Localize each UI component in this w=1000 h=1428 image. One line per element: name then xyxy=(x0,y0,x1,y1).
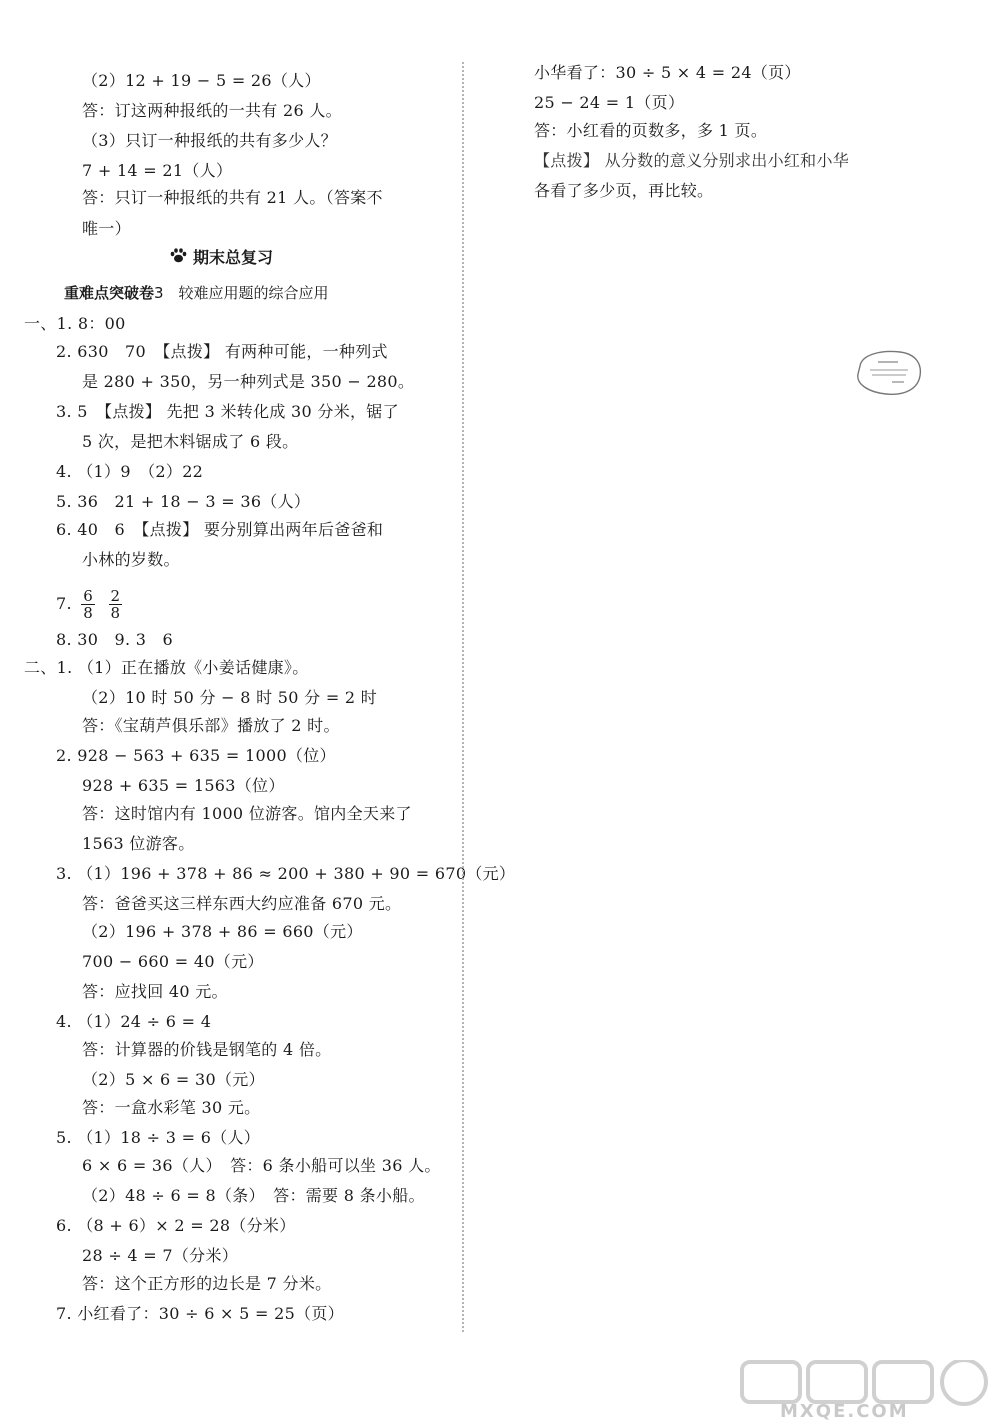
answer-1-6: 6. 40 6 【点拨】 要分别算出两年后爸爸和 xyxy=(56,520,384,539)
answer-2-4-2: （2）5 × 6 = 30（元） xyxy=(82,1070,265,1089)
answer-2-4: 4. （1）24 ÷ 6 = 4 xyxy=(56,1012,212,1031)
answer-1-4: 4. （1）9 （2）22 xyxy=(56,462,204,481)
answer-2-3-2: （2）196 + 378 + 86 = 660（元） xyxy=(82,922,363,941)
answer-1-7-label: 7. xyxy=(56,594,72,613)
line-q3-answer: 答：只订一种报纸的共有 21 人。（答案不 xyxy=(82,188,383,207)
answer-1-2: 2. 630 70 【点拨】 有两种可能，一种列式 xyxy=(56,342,388,361)
fraction-six-eighths: $\frac{6}{8}$ xyxy=(83,587,94,622)
column-divider xyxy=(462,62,464,1332)
stamp-seal xyxy=(852,348,924,398)
answer-2-2-calc: 928 + 635 = 1563（位） xyxy=(82,776,285,795)
answer-2-2-answer: 答：这时馆内有 1000 位游客。馆内全天来了 xyxy=(82,804,412,823)
answer-2-6-answer: 答：这个正方形的边长是 7 分米。 xyxy=(82,1274,332,1293)
answer-1-6-cont: 小林的岁数。 xyxy=(82,550,180,569)
answer-1-1: 一、1. 8：00 xyxy=(24,314,126,333)
answer-1-8-9: 8. 30 9. 3 6 xyxy=(56,630,174,649)
answer-2-5: 5. （1）18 ÷ 3 = 6（人） xyxy=(56,1128,261,1147)
fraction-two-eighths: $\frac{2}{8}$ xyxy=(110,587,121,622)
line-q2-calc: （2）12 + 19 − 5 = 26（人） xyxy=(82,71,321,90)
answer-2-7-answer: 答：小红看的页数多，多 1 页。 xyxy=(534,121,768,140)
answer-2-2-answer-cont: 1563 位游客。 xyxy=(82,834,195,853)
line-q3-calc: 7 + 14 = 21（人） xyxy=(82,161,233,180)
section-heading-text: 期末总复习 xyxy=(193,248,274,267)
answer-2-3: 3. （1）196 + 378 + 86 ≈ 200 + 380 + 90 = 670（元） xyxy=(56,864,516,883)
paw-print-icon xyxy=(170,247,187,269)
answer-2-2: 2. 928 − 563 + 635 = 1000（位） xyxy=(56,746,336,765)
answer-2-7-cont-2: 25 − 24 = 1（页） xyxy=(534,93,685,112)
answer-2-6-calc: 28 ÷ 4 = 7（分米） xyxy=(82,1246,239,1265)
subheading-rest: 3 较难应用题的综合应用 xyxy=(154,284,329,302)
answer-2-5-calc: 6 × 6 = 36（人） 答：6 条小船可以坐 36 人。 xyxy=(82,1156,441,1175)
section-heading xyxy=(170,247,273,269)
paper-subheading xyxy=(64,282,329,304)
answer-1-5: 5. 36 21 + 18 − 3 = 36（人） xyxy=(56,492,311,511)
answer-2-3-calc: 700 − 660 = 40（元） xyxy=(82,952,264,971)
line-q3-answer-cont: 唯一） xyxy=(82,219,131,238)
answer-1-2-cont: 是 280 + 350，另一种列式是 350 − 280。 xyxy=(82,372,415,391)
subheading-bold: 重难点突破卷 xyxy=(64,284,155,302)
answer-2-6: 6. （8 + 6）× 2 = 28（分米） xyxy=(56,1216,296,1235)
answer-2-7-hint-cont: 各看了多少页，再比较。 xyxy=(534,181,714,200)
answer-2-7: 7. 小红看了：30 ÷ 6 × 5 = 25（页） xyxy=(56,1304,344,1323)
answer-2-1-2: （2）10 时 50 分 − 8 时 50 分 = 2 时 xyxy=(82,688,378,707)
line-q3-question: （3）只订一种报纸的共有多少人？ xyxy=(82,131,337,150)
answer-2-1: 二、1. （1）正在播放《小姜话健康》。 xyxy=(24,658,309,677)
answer-2-7-hint: 【点拨】 从分数的意义分别求出小红和小华 xyxy=(534,151,850,170)
answer-2-7-cont-1: 小华看了：30 ÷ 5 × 4 = 24（页） xyxy=(534,63,801,82)
answer-2-4-answer-2: 答：一盒水彩笔 30 元。 xyxy=(82,1098,261,1117)
answer-2-3-answer-2: 答：应找回 40 元。 xyxy=(82,982,228,1001)
answer-2-1-answer: 答：《宝葫芦俱乐部》播放了 2 时。 xyxy=(82,716,340,735)
answer-1-7 xyxy=(56,588,126,621)
answer-2-4-answer: 答：计算器的价钱是钢笔的 4 倍。 xyxy=(82,1040,332,1059)
watermark-text: MXQE.COM xyxy=(780,1401,909,1422)
answer-1-3: 3. 5 【点拨】 先把 3 米转化成 30 分米，锯了 xyxy=(56,402,399,421)
answer-1-3-cont: 5 次，是把木料锯成了 6 段。 xyxy=(82,432,299,451)
answer-2-5-2: （2）48 ÷ 6 = 8（条） 答：需要 8 条小船。 xyxy=(82,1186,425,1205)
answer-2-3-answer: 答：爸爸买这三样东西大约应准备 670 元。 xyxy=(82,894,402,913)
line-q2-answer: 答：订这两种报纸的一共有 26 人。 xyxy=(82,101,342,120)
